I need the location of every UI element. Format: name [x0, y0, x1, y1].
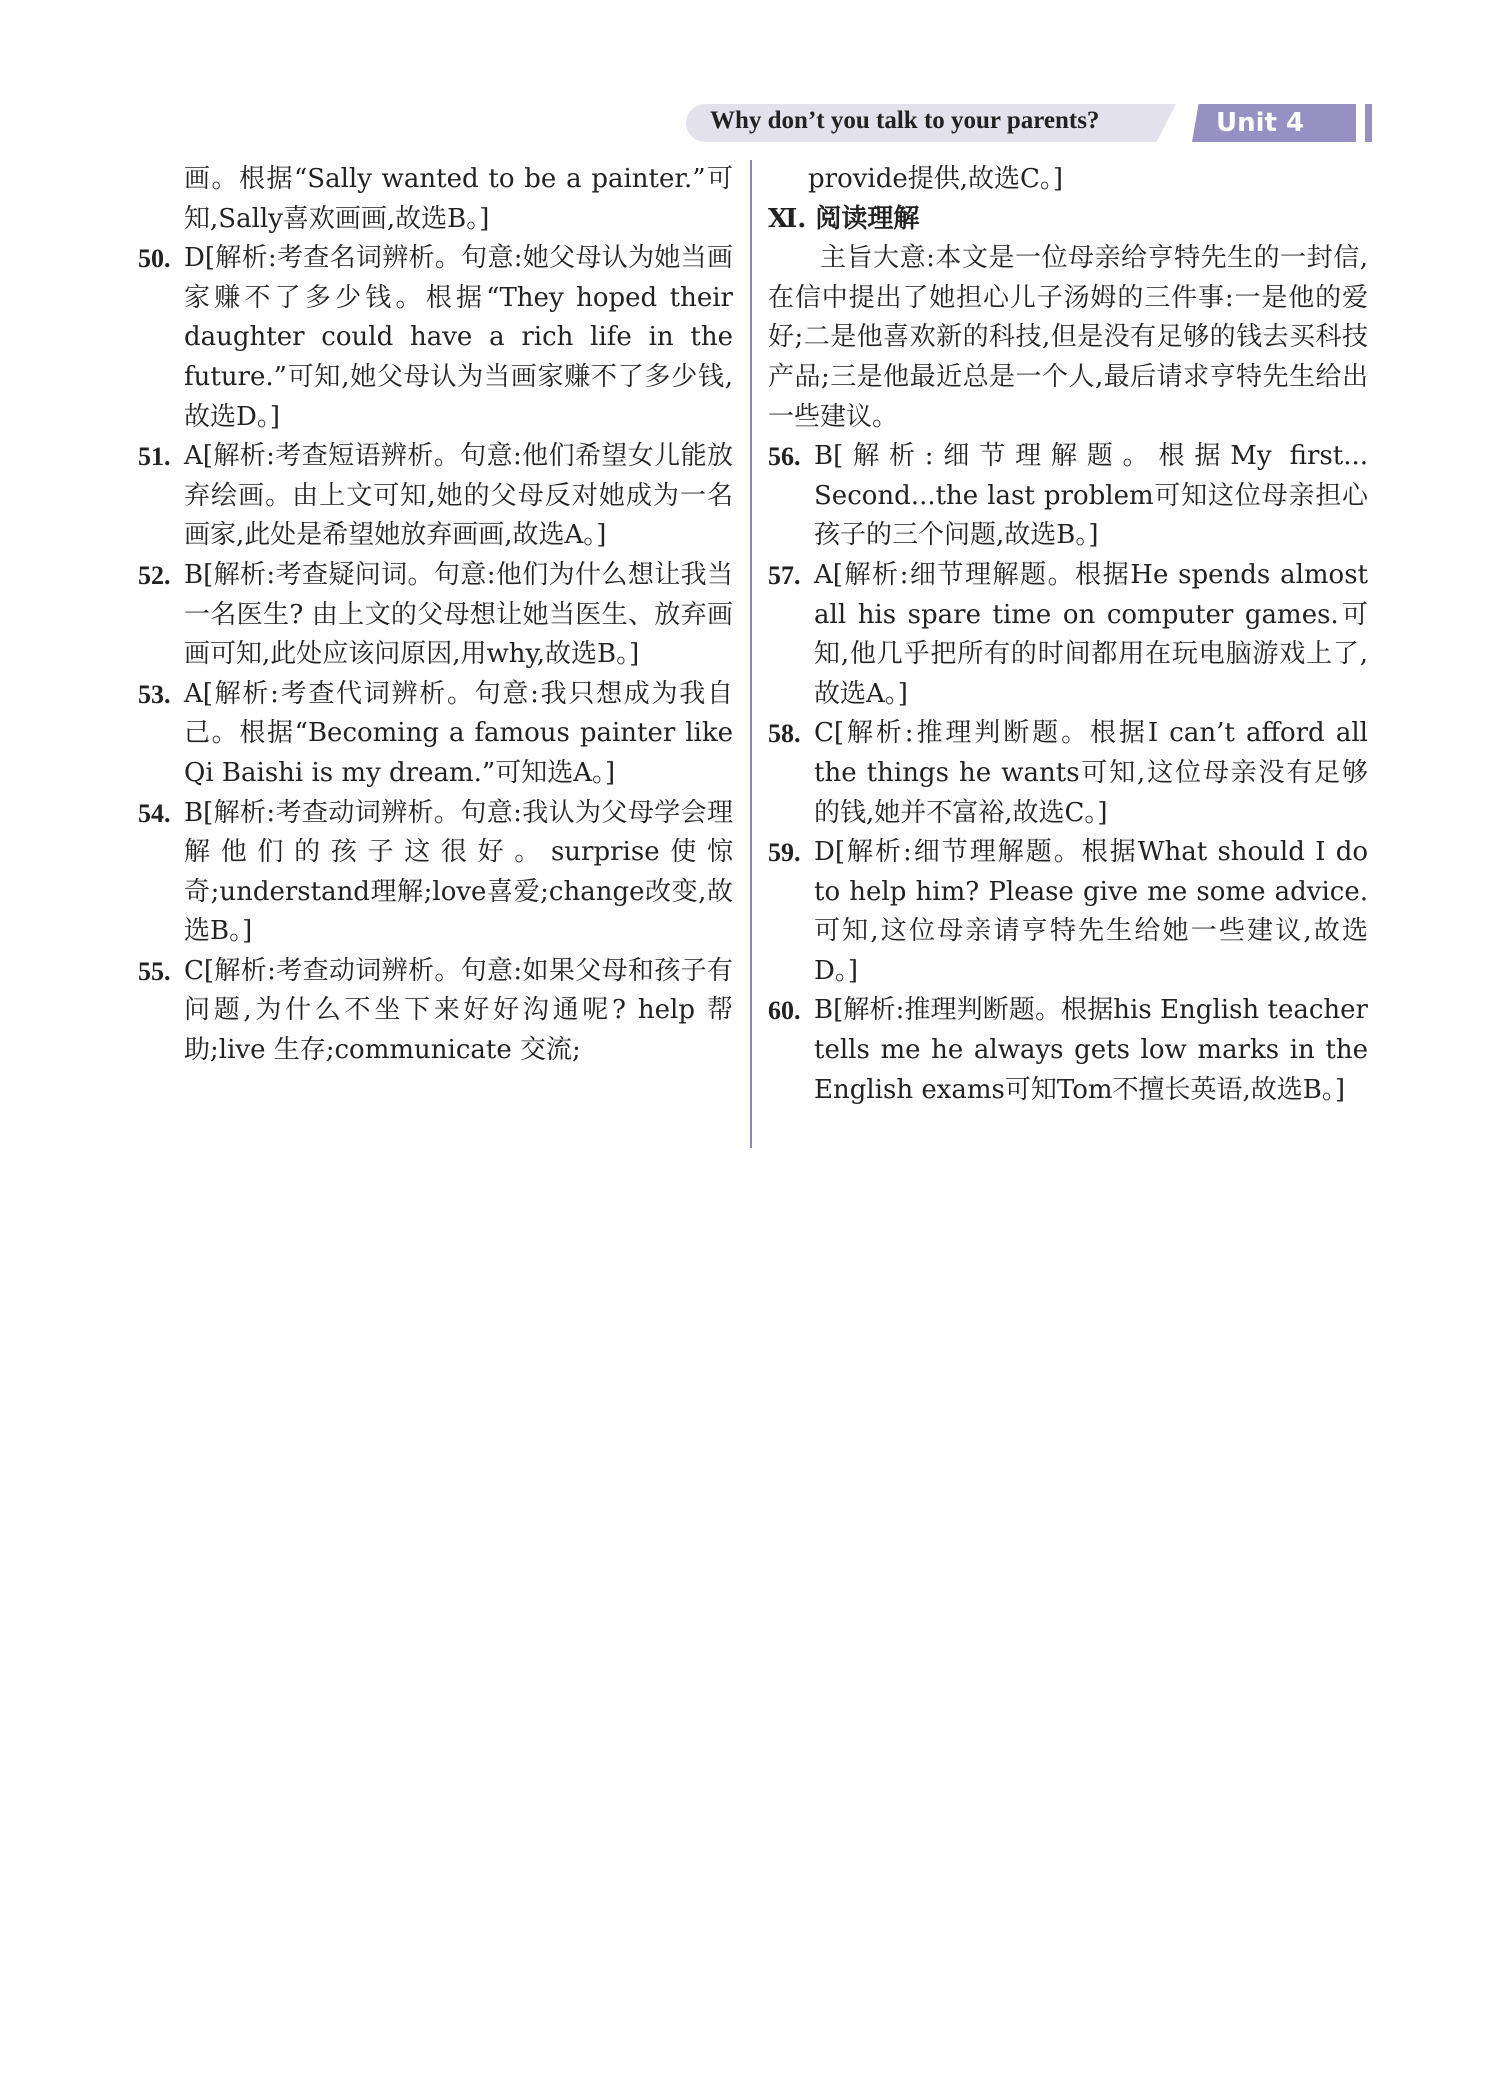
answer-item-51: [138, 437, 733, 556]
header-title: Why don’t you talk to your parents?: [710, 107, 1100, 134]
item-number: 60.: [768, 996, 801, 1026]
continuation-text: 画。根据“Sally wanted to be a painter.”可知,Sally喜欢画画,故选B。]: [184, 164, 733, 234]
page-header: [686, 104, 1386, 142]
item-number: 56.: [768, 442, 801, 472]
column-divider: [750, 160, 752, 1148]
header-end-bar: [1365, 104, 1372, 142]
item-text: A[解析:考查代词辨析。句意:我只想成为我自己。根据“Becoming a famous painter like Qi Baishi is my dream.”可知选A。]: [184, 678, 733, 788]
continuation-text: provide提供,故选C。]: [808, 164, 1064, 194]
item-text: A[解析:细节理解题。根据He spends almost all his spare time on computer games.可知,他几乎把所有的时间都用在玩电脑游戏上了,故选A。]: [814, 559, 1368, 709]
main-idea-paragraph: 主旨大意:本文是一位母亲给亨特先生的一封信,在信中提出了她担心儿子汤姆的三件事:一是他的爱好;二是他喜欢新的科技,但是没有足够的钱去买科技产品;三是他最近总是一个人,最后请求亨特先生给出一些建议。: [768, 243, 1368, 432]
item-number: 54.: [138, 798, 171, 828]
answer-item-60: [768, 991, 1368, 1110]
item-number: 51.: [138, 442, 171, 472]
item-text: A[解析:考查短语辨析。句意:他们希望女儿能放弃绘画。由上文可知,她的父母反对她成为一名画家,此处是希望她放弃画画,故选A。]: [184, 441, 733, 551]
item-text: D[解析:考查名词辨析。句意:她父母认为她当画家赚不了多少钱。根据“They hoped their daughter could have a rich life in the future.”可知,她父母认为当画家赚不了多少钱,故选D。]: [184, 243, 733, 432]
item-text: C[解析:推理判断题。根据I can’t afford all the things he wants可知,这位母亲没有足够的钱,她并不富裕,故选C。]: [814, 718, 1368, 828]
item-text: B[解析:推理判断题。根据his English teacher tells me he always gets low marks in the English exams可知Tom不擅长英语,故选B。]: [814, 995, 1368, 1105]
answer-item-58: [768, 714, 1368, 833]
answer-item-56: [768, 437, 1368, 556]
item-text: B[解析:考查疑问词。句意:他们为什么想让我当一名医生? 由上文的父母想让她当医生、放弃画画可知,此处应该问原因,用why,故选B。]: [184, 559, 733, 670]
answer-item-54: [138, 794, 733, 952]
answer-item-52: [138, 556, 733, 675]
item-number: 52.: [138, 560, 171, 590]
item-number: 58.: [768, 719, 801, 749]
item-text: B[解析:考查动词辨析。句意:我认为父母学会理解他们的孩子这很好。surprise使惊奇;understand理解;love喜爱;change改变,故选B。]: [184, 797, 733, 947]
right-column: [768, 160, 1368, 1110]
answer-item-59: [768, 833, 1368, 991]
answer-item-50: [138, 239, 733, 437]
item-number: 55.: [138, 956, 171, 986]
answer-item-55: [138, 952, 733, 1071]
item-number: 57.: [768, 560, 801, 590]
item-text: B[解析:细节理解题。根据My first... Second...the last problem可知这位母亲担心孩子的三个问题,故选B。]: [814, 441, 1368, 551]
item-text: D[解析:细节理解题。根据What should I do to help him? Please give me some advice.可知,这位母亲请亨特先生给她一些建议,故选D。]: [814, 837, 1368, 986]
answer-item-57: [768, 556, 1368, 714]
section-title: Ⅺ. 阅读理解: [768, 203, 920, 234]
left-column: [138, 160, 733, 1071]
item-number: 59.: [768, 838, 801, 868]
item-number: 53.: [138, 679, 171, 709]
item-number: 50.: [138, 244, 171, 274]
item-text: C[解析:考查动词辨析。句意:如果父母和孩子有问题,为什么不坐下来好好沟通呢? help 帮助;live 生存;communicate 交流;: [184, 955, 733, 1066]
unit-label: Unit 4: [1216, 108, 1305, 138]
answer-item-53: [138, 675, 733, 794]
